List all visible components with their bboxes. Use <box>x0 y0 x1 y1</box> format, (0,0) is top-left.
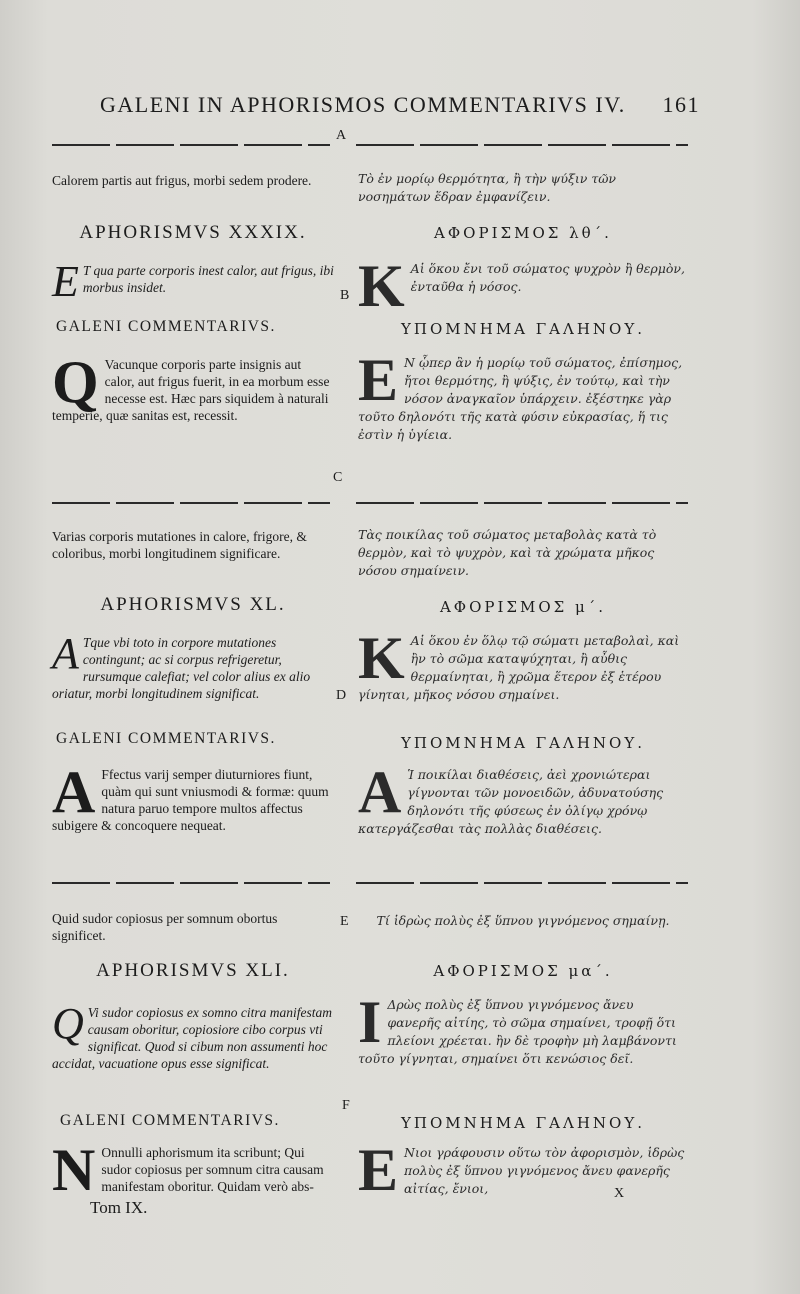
aphorism-heading: APHORISMVS XL. <box>100 594 286 615</box>
drop-cap: I <box>358 989 382 1055</box>
drop-cap: A <box>358 759 402 825</box>
rule-left <box>52 882 330 884</box>
greek-aphorism-text: K Αἱ ὅκου ἐν ὅλῳ τῷ σώματι μεταβολαὶ, καὶ ἢν τὸ σῶμα καταψύχηται, ἢ αὖθις θερμαίνηται, ἢ χρῶμα ἕτερον ἐξ ἑτέρου γίνηται, μῆκος νόσου σημαίνει. <box>358 625 680 702</box>
latin-summary: Calorem partis aut frigus, morbi sedem prodere. <box>52 173 312 188</box>
catchword: X <box>614 1186 625 1201</box>
rule-left <box>52 502 330 504</box>
margin-letter: E <box>340 914 349 929</box>
commentary-text: Q Vacunque corporis parte insignis aut calor, aut frigus fuerit, in ea morbum esse necesse est. Hæc pars siquidem à naturali temperie, quæ sanitas est, recessit. <box>52 349 330 423</box>
margin-letter: B <box>340 288 350 303</box>
drop-cap: Q <box>52 349 99 415</box>
margin-letter: C <box>333 470 343 485</box>
greek-summary: Τὰς ποικίλας τοῦ σώματος μεταβολὰς κατὰ τὸ θερμὸν, καὶ τὸ ψυχρὸν, καὶ τὰ χρώματα μῆκος νόσου σημαίνειν. <box>358 527 657 578</box>
commentary-text: N Onnulli aphorismum ita scribunt; Qui sudor copiosus per somnum citra causam manifestam oboritur. Quidam verò abs- <box>52 1137 324 1203</box>
drop-cap: K <box>358 625 405 691</box>
greek-commentary-text: A Ἱ ποικίλαι διαθέσεις, ἀεὶ χρονιώτεραι γίγνονται τῶν μονοειδῶν, ἀδυνατούσης δηλονότι τῆς φύσεως ἐν ὀλίγῳ χρόνῳ κατεργάζεσθαι τὰς πολλὰς διαθέσεις. <box>358 759 664 836</box>
latin-summary: Quid sudor copiosus per somnum obortus significet. <box>52 911 278 943</box>
commentary-text: A Ffectus varij semper diuturniores fiunt, quàm qui sunt vniusmodi & formæ: quum natura paruo tempore multos affectus subigere & concoquere nequeat. <box>52 759 329 833</box>
header-title: GALENI IN APHORISMOS COMMENTARIVS IV. <box>100 92 626 117</box>
rule-left <box>52 144 330 146</box>
drop-cap: A <box>52 629 79 678</box>
drop-cap: E <box>358 1137 399 1203</box>
greek-summary: Τὸ ἐν μορίῳ θερμότητα, ἢ τὴν ψύξιν τῶν νοσημάτων ἕδραν ἐμφανίζειν. <box>358 171 617 204</box>
running-header <box>100 92 700 118</box>
greek-aphorism-heading: ΑΦΟΡΙΣΜΟΣ μα΄. <box>433 962 613 980</box>
aphorism-text: Q Vi sudor copiosus ex somno citra manifestam causam oboritur, copiosiore cibo corpus vti significat. Quod si cibum non assumenti hoc accidat, vacuatione opus esse significat. <box>52 999 333 1071</box>
drop-cap: Q <box>52 999 84 1048</box>
greek-aphorism-heading: ΑΦΟΡΙΣΜΟΣ μ΄. <box>439 598 607 616</box>
greek-commentary-text: E Νιοι γράφουσιν οὕτω τὸν ἀφορισμὸν, ἱδρὼς πολὺς ἐξ ὕπνου γιγνόμενος ἄνευ φανερῆς αἰτίας, ἔνιοι, <box>358 1137 685 1203</box>
margin-letter: F <box>342 1098 350 1113</box>
rule-right <box>356 882 688 884</box>
greek-commentary-text: E Ν ᾧπερ ἂν ἡ μορίῳ τοῦ σώματος, ἐπίσημος, ἤτοι θερμότης, ἢ ψύξις, ἐν τούτῳ, καὶ τὴν νόσον ἀναγκαῖον ὑπάρχειν. ἐξέστηκε γὰρ τοῦτο δηλονότι τῆς κατὰ φύσιν εὐκρασίας, ἥ τις ἐστὶν ἡ ὑγίεια. <box>358 347 683 442</box>
greek-commentary-heading: ΥΠΟΜΝΗΜΑ ΓΑΛΗΝΟΥ. <box>400 320 646 338</box>
greek-commentary-heading: ΥΠΟΜΝΗΜΑ ΓΑΛΗΝΟΥ. <box>400 734 646 752</box>
signature-mark: Tom IX. <box>90 1198 148 1217</box>
aphorism-text: A Tque vbi toto in corpore mutationes contingunt; ac si corpus refrigeretur, rursumque calefiat; vel color alius ex alio oriatur, morbi longitudinem significat. <box>52 629 311 701</box>
margin-letter: D <box>336 688 347 703</box>
page-number: 161 <box>662 92 700 117</box>
margin-letter: A <box>336 128 347 143</box>
drop-cap: E <box>52 257 79 306</box>
latin-summary: Varias corporis mutationes in calore, frigore, & coloribus, morbi longitudinem significare. <box>52 529 307 561</box>
rule-right <box>356 144 688 146</box>
greek-aphorism-heading: ΑΦΟΡΙΣΜΟΣ λθ΄. <box>434 224 612 242</box>
commentary-heading: GALENI COMMENTARIVS. <box>56 318 276 335</box>
greek-aphorism-text: K Αἱ ὅκου ἔνι τοῦ σώματος ψυχρὸν ἢ θερμὸν, ἐνταῦθα ἡ νόσος. <box>358 253 685 319</box>
aphorism-text: E T qua parte corporis inest calor, aut frigus, ibi morbus insidet. <box>52 257 334 306</box>
commentary-heading: GALENI COMMENTARIVS. <box>56 730 276 747</box>
aphorism-heading: APHORISMVS XLI. <box>96 960 290 981</box>
commentary-heading: GALENI COMMENTARIVS. <box>60 1112 280 1129</box>
drop-cap: N <box>52 1137 96 1203</box>
aphorism-heading: APHORISMVS XXXIX. <box>79 222 307 243</box>
greek-commentary-heading: ΥΠΟΜΝΗΜΑ ΓΑΛΗΝΟΥ. <box>400 1114 646 1132</box>
drop-cap: K <box>358 253 405 319</box>
drop-cap: E <box>358 347 399 413</box>
greek-aphorism-text: I Δρὼς πολὺς ἐξ ὕπνου γιγνόμενος ἄνευ φανερῆς αἰτίης, τὸ σῶμα σημαίνει, τροφῇ ὅτι πλείονι χρέεται. ἢν δὲ τροφὴν μὴ λαμβάνοντι τοῦτο γίγνηται, σημαίνει ὅτι κενώσιος δεῖ. <box>358 989 677 1066</box>
greek-summary: Τί ἱδρὼς πολὺς ἐξ ὕπνου γιγνόμενος σημαίνῃ. <box>376 913 670 928</box>
drop-cap: A <box>52 759 96 825</box>
rule-right <box>356 502 688 504</box>
